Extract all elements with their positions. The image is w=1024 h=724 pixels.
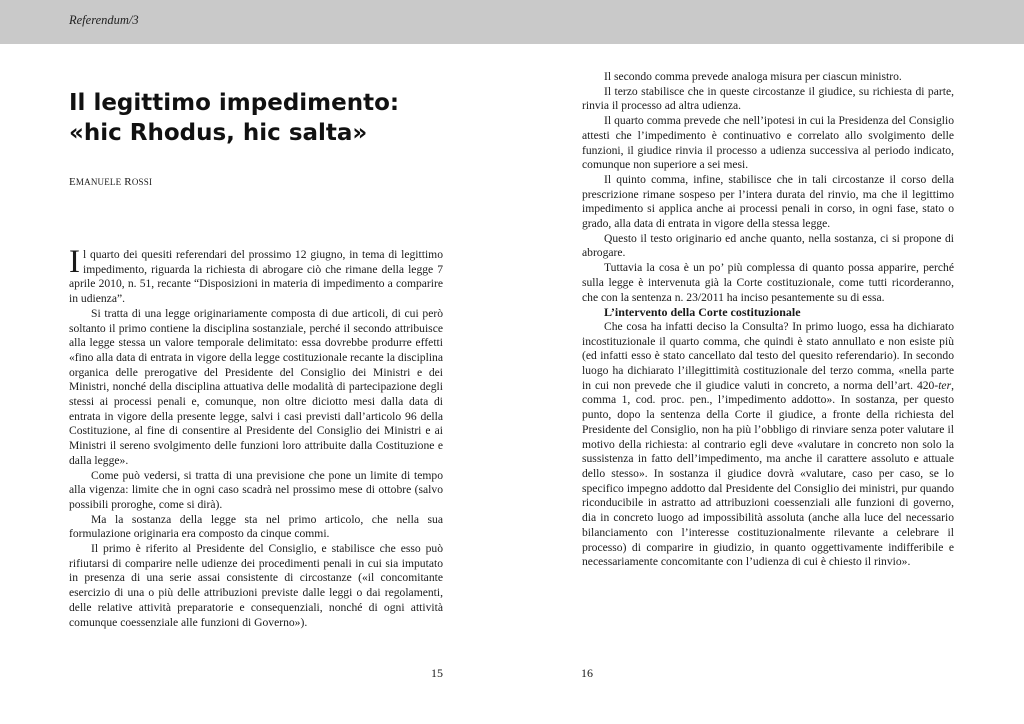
title-line-1: Il legittimo impedimento: <box>69 90 400 116</box>
paragraph: Il quarto dei quesiti referendari del prossimo 12 giugno, in tema di legittimo impedimento, riguarda la richiesta di abrogare ciò che rimane della legge 7 aprile 2010, n. 51, recante “Disposizioni in materia di impedimento a comparire in udienza”. <box>69 244 443 306</box>
page-number-right: 16 <box>581 666 593 680</box>
left-column <box>69 244 443 630</box>
paragraph: Il quinto comma, infine, stabilisce che in tali circostanze il corso della prescrizione rimane sospeso per l’intera durata del rinvio, ma che il legittimo impedimento si applica anche ai processi penali in corso, in ogni fase, stato o grado, alla data di entrata in vigore della stessa legge. <box>582 172 954 231</box>
paragraph: Ma la sostanza della legge sta nel primo articolo, che nella sua formulazione originaria era composto da cinque commi. <box>69 512 443 541</box>
running-head: Referendum/3 <box>69 13 139 27</box>
paragraph: Il quarto comma prevede che nell’ipotesi in cui la Presidenza del Consiglio attesti che l’impedimento è continuativo e correlato allo svolgimento delle funzioni, il giudice rinvia il processo a udienza successiva al periodo indicato, comunque non superiore a sei mesi. <box>582 114 954 172</box>
article-title <box>69 88 489 148</box>
paragraph: Come può vedersi, si tratta di una previsione che pone un limite di tempo alla vigenza: limite che in ogni caso scadrà nel prossimo mese di ottobre (salvo possibili proroghe, come si dirà). <box>69 468 443 511</box>
paragraph: Si tratta di una legge originariamente composta di due articoli, di cui però soltanto il primo contiene la disciplina sostanziale, perché il secondo attribuisce alla legge stessa un valore temporale delimitato: essa dovrebbe produrre effetti «fino alla data di entrata in vigore della legge costituzionale recante la disciplina organica delle prerogative del Presidente del Consiglio dei Ministri e dei Ministri, nonché della disciplina attuativa delle modalità di partecipazione degli stessi ai processi penali e, comunque, non oltre diciotto mesi dalla data di entrata in vigore della presente legge, salvi i casi previsti dall’articolo 96 della Costituzione, al fine di consentire al Presidente del Consiglio dei Ministri e ai Ministri il sereno svolgimento delle funzioni loro attribuite dalla Costituzione e dalla legge». <box>69 306 443 467</box>
paragraph: Tuttavia la cosa è un po’ più complessa di quanto possa apparire, perché sulla legge è intervenuta già la Corte costituzionale, come tutti ricorderanno, che con la sentenza n. 23/2011 ha inciso pesantemente su di essa. <box>582 261 954 304</box>
paragraph: Questo il testo originario ed anche quanto, nella sostanza, ci si propone di abrogare. <box>582 231 954 260</box>
paragraph: Che cosa ha infatti deciso la Consulta? In primo luogo, essa ha dichiarato incostituzionale il quarto comma, che quindi è stato annullato e non esiste più (ed infatti esso è stato cancellato dal testo del quesito referendario). In secondo luogo ha dichiarato l’illegittimità costituzionale del terzo comma, «nella parte in cui non prevede che il giudice valuti in concreto, a norma dell’art. 420-ter, comma 1, cod. proc. pen., l’impedimento addotto». In sostanza, per questo punto, dopo la sentenza della Corte il giudice, a fronte della richiesta del Presidente del Consiglio, non ha più l’obbligo di rinviare senza poter valutare il motivo della richiesta: al contrario egli deve «valutare in concreto non solo la sussistenza in fatto dell’impedimento, ma anche il carattere assoluto e attuale dello stesso». In sostanza il giudice dovrà «valutare, caso per caso, se lo specifico impegno addotto dal Presidente del Consiglio dei ministri, pur quando riconducibile in astratto ad attribuzioni coessenziali alle funzioni di governo, dia in concreto luogo ad impossibilità assoluta (anche alla luce del necessario bilanciamento con l’interesse costituzionalmente rilevante a celebrare il processo) di comparire in giudizio, in quanto oggettivamente indifferibile e necessariamente concomitante con l’udienza di cui è chiesto il rinvio». <box>582 319 954 569</box>
author-name: EMANUELE ROSSI <box>69 176 153 188</box>
paragraph: Il secondo comma prevede analoga misura per ciascun ministro. <box>604 70 902 83</box>
right-column <box>582 70 954 570</box>
header-bar <box>0 0 1024 44</box>
drop-cap: I <box>69 244 80 280</box>
paragraph: Il terzo stabilisce che in queste circostanze il giudice, su richiesta di parte, rinvia il processo ad altra udienza. <box>582 84 954 113</box>
paragraph: Il primo è riferito al Presidente del Consiglio, e stabilisce che esso può rifiutarsi di comparire nelle udienze dei procedimenti penali in cui sia imputato in presenza di una serie assai consistente di circostanze («il concomitante esercizio di una o più delle attribuzioni previste dalle leggi o dai regolamenti, delle relative attività preparatorie e consequenziali, nonché di ogni attività comunque coessenziale alle funzioni di Governo»). <box>69 542 443 629</box>
page-number-left: 15 <box>431 666 443 680</box>
section-heading: L’intervento della Corte costituzionale <box>604 305 801 320</box>
title-line-2: «hic Rhodus, hic salta» <box>69 120 368 146</box>
